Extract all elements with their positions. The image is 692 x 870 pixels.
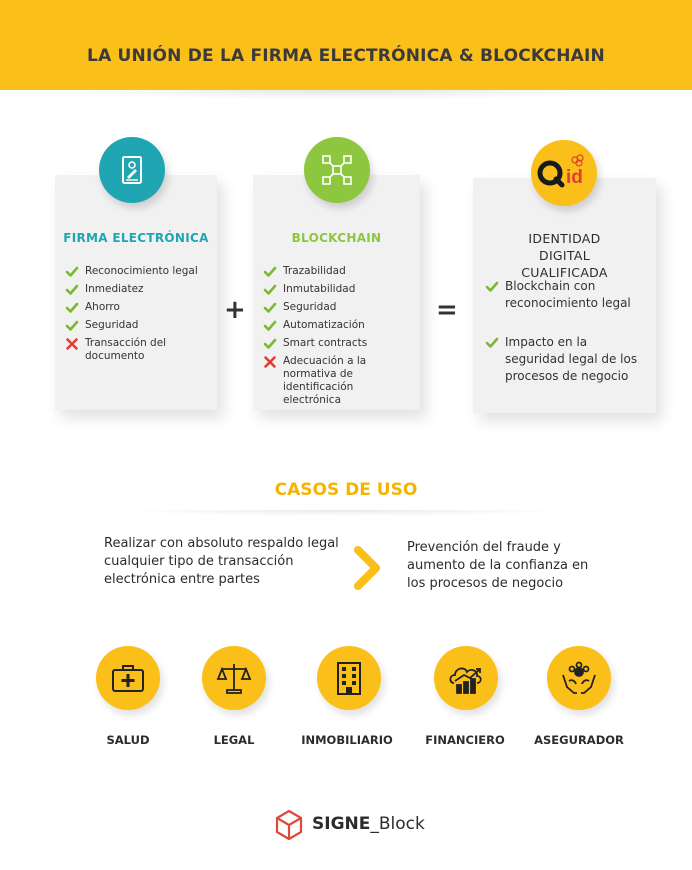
cloud-chart-icon [434, 646, 498, 710]
medical-kit-icon [96, 646, 160, 710]
list-item-label: Adecuación a la normativa de identificación electrónica [283, 355, 367, 406]
check-icon [263, 265, 277, 279]
card-title: BLOCKCHAIN [291, 231, 382, 245]
list-item [65, 319, 211, 332]
list-item [263, 337, 414, 350]
brand-bold: SIGNE [312, 814, 371, 834]
list-item [65, 283, 211, 296]
list-item-label: Inmutabilidad [283, 283, 356, 295]
feature-list [263, 265, 414, 412]
qid-logo [531, 140, 597, 206]
section-title-casos: CASOS DE USO [274, 480, 418, 500]
check-icon [65, 319, 79, 333]
list-item-label: Seguridad [85, 319, 139, 331]
logo-text: id [566, 167, 583, 188]
list-item-label: Reconocimiento legal [85, 265, 198, 277]
list-item-label: Inmediatez [85, 283, 144, 295]
scales-icon [202, 646, 266, 710]
hands-protection-icon [547, 646, 611, 710]
sector-label: ASEGURADOR [534, 733, 624, 747]
card-identidad-digital [473, 178, 656, 413]
list-item-label: Blockchain con reconocimiento legal [505, 279, 631, 310]
list-item [65, 265, 211, 278]
check-icon [485, 336, 499, 350]
section-divider [120, 510, 572, 516]
card-firma-electronica [55, 175, 217, 410]
card-title: FIRMA ELECTRÓNICA [63, 231, 209, 245]
plus-operator: + [224, 295, 246, 325]
list-item-label: Automatización [283, 319, 365, 331]
list-item [65, 301, 211, 314]
sector-label: SALUD [106, 733, 150, 747]
check-icon [65, 283, 79, 297]
list-item-label: Impacto en la seguridad legal de los procesos de negocio [505, 335, 638, 383]
check-icon [65, 301, 79, 315]
list-item-label: Trazabilidad [283, 265, 346, 277]
use-case-left: Realizar con absoluto respaldo legal cualquier tipo de transacción electrónica entre partes [104, 536, 339, 587]
list-item-label: Ahorro [85, 301, 120, 313]
header-banner [0, 0, 692, 90]
list-item [65, 337, 185, 363]
cross-icon [65, 337, 79, 351]
card-title: IDENTIDAD DIGITAL CUALIFICADA [521, 231, 608, 280]
use-case-right: Prevención del fraude y aumento de la confianza en los procesos de negocio [407, 540, 589, 591]
signature-document-icon [99, 137, 165, 203]
sector-label: INMOBILIARIO [301, 733, 393, 747]
brand-name [312, 814, 425, 834]
list-item-label: Seguridad [283, 301, 337, 313]
check-icon [263, 283, 277, 297]
list-item [485, 334, 642, 385]
cross-icon [263, 355, 277, 369]
equals-operator: = [436, 295, 458, 325]
card-blockchain [253, 175, 420, 410]
check-icon [485, 280, 499, 294]
signe-block-logo-icon [274, 809, 304, 841]
list-item [263, 319, 414, 332]
list-item [485, 278, 642, 312]
check-icon [263, 301, 277, 315]
list-item [263, 355, 414, 407]
feature-list [485, 278, 642, 390]
sector-label: LEGAL [213, 733, 255, 747]
feature-list [65, 265, 211, 368]
list-item-label: Transacción del documento [85, 337, 167, 362]
banner-shadow [60, 90, 632, 100]
list-item [263, 265, 414, 278]
list-item [263, 301, 414, 314]
building-icon [317, 646, 381, 710]
blockchain-network-icon [304, 137, 370, 203]
check-icon [65, 265, 79, 279]
check-icon [263, 319, 277, 333]
sector-label: FINANCIERO [425, 733, 505, 747]
list-item-label: Smart contracts [283, 337, 368, 349]
brand-rest: _Block [370, 814, 425, 834]
list-item [263, 283, 414, 296]
page-title: LA UNIÓN DE LA FIRMA ELECTRÓNICA & BLOCKCHAIN [87, 46, 605, 66]
check-icon [263, 337, 277, 351]
chevron-right-icon [352, 546, 382, 590]
